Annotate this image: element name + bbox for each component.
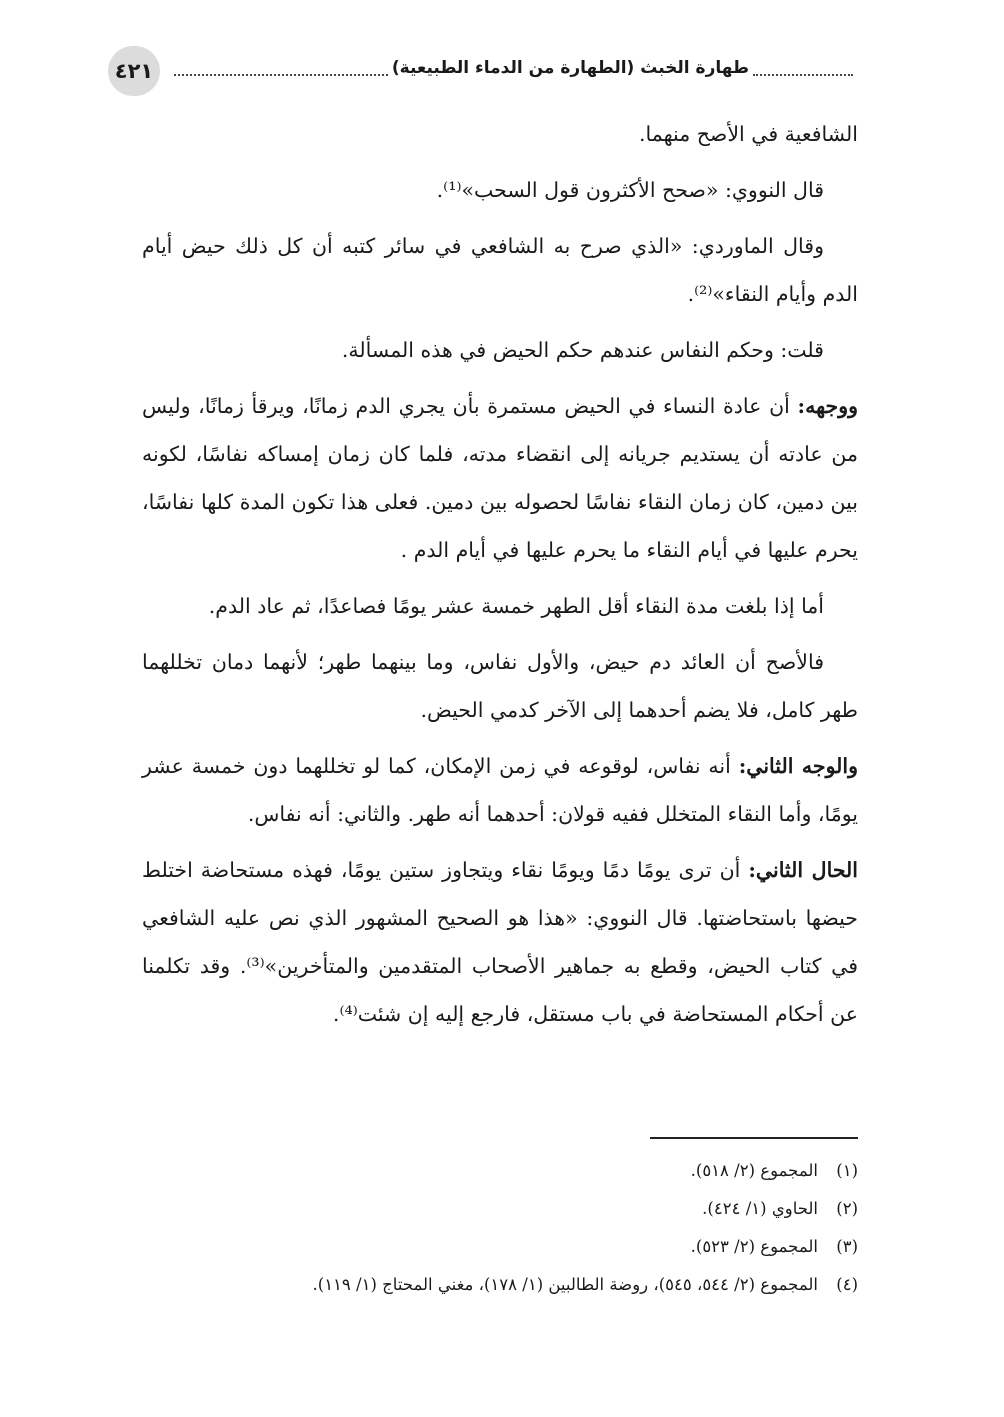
header-dotted-leader-right <box>753 60 853 76</box>
paragraph-8-text: أنه نفاس، لوقوعه في زمن الإمكان، كما لو تخللهما دون خمسة عشر يومًا، وأما النقاء المتخلل ففيه قولان: أحدهما أنه طهر. والثاني: أنه نفاس. <box>142 754 858 826</box>
header-title-line <box>174 58 853 78</box>
page-number: ٤٢١ <box>108 46 160 96</box>
paragraph-5-label: ووجهه: <box>797 394 858 418</box>
paragraph-5-text: أن عادة النساء في الحيض مستمرة بأن يجري الدم زمانًا، ويرقأ زمانًا، وليس من عادته أن يستديم جريانه إلى انقضاء مدته، فلما كان زمان إمساكه نفاسًا، لكونه بين دمين، كان زمان النقاء نفاسًا لحصوله بين دمين. فعلى هذا تكون المدة كلها نفاسًا، يحرم عليها في أيام النقاء ما يحرم عليها في أيام الدم . <box>142 394 858 562</box>
paragraph-9 <box>142 846 858 1038</box>
footnote <box>142 1152 858 1190</box>
header-dotted-leader-left <box>174 60 388 76</box>
running-header <box>108 46 853 96</box>
paragraph-3: وقال الماوردي: «الذي صرح به الشافعي في سائر كتبه أن كل ذلك حيض أيام الدم وأيام النقاء»⁽²⁾. <box>142 234 858 306</box>
footnote-text: المجموع (٢/ ٥٤٤، ٥٤٥)، روضة الطالبين (١/ ١٧٨)، مغني المحتاج (١/ ١١٩). <box>312 1275 818 1294</box>
paragraph-9-label: الحال الثاني: <box>748 858 858 882</box>
footnote-text: المجموع (٢/ ٥٢٣). <box>690 1237 818 1256</box>
main-text <box>142 110 858 1046</box>
paragraph-8 <box>142 742 858 838</box>
footnote-number: (٣) <box>836 1237 858 1256</box>
paragraph-6: أما إذا بلغت مدة النقاء أقل الطهر خمسة عشر يومًا فصاعدًا، ثم عاد الدم. <box>208 594 824 618</box>
paragraph-9-text: أن ترى يومًا دمًا ويومًا نقاء ويتجاوز ستين يومًا، فهذه مستحاضة اختلط حيضها باستحاضتها. قال النووي: «هذا هو الصحيح المشهور الذي نص عليه الشافعي في كتاب الحيض، وقطع به جماهير الأصحاب المتقدمين والمتأخرين»⁽³⁾. وقد تكلمنا عن أحكام المستحاضة في باب مستقل، فارجع إليه إن شئت⁽⁴⁾. <box>142 858 859 1026</box>
paragraph-5 <box>142 382 858 574</box>
footnote <box>142 1190 858 1228</box>
footnote <box>142 1228 858 1266</box>
paragraph-1: الشافعية في الأصح منهما. <box>638 122 858 146</box>
chapter-title: طهارة الخبث (الطهارة من الدماء الطبيعية) <box>391 58 749 78</box>
footnote-separator <box>650 1137 858 1139</box>
paragraph-2: قال النووي: «صحح الأكثرون قول السحب»⁽¹⁾. <box>436 178 824 202</box>
footnote <box>142 1266 858 1304</box>
footnote-text: المجموع (٢/ ٥١٨). <box>690 1161 818 1180</box>
footnote-number: (٢) <box>836 1199 858 1218</box>
footnote-number: (٤) <box>836 1275 858 1294</box>
paragraph-8-label: والوجه الثاني: <box>738 754 859 778</box>
footnotes <box>142 1152 858 1304</box>
footnote-text: الحاوي (١/ ٤٢٤). <box>702 1199 818 1218</box>
footnote-number: (١) <box>836 1161 858 1180</box>
paragraph-4: قلت: وحكم النفاس عندهم حكم الحيض في هذه المسألة. <box>341 338 824 362</box>
paragraph-7: فالأصح أن العائد دم حيض، والأول نفاس، وما بينهما طهر؛ لأنهما دمان تخللهما طهر كامل، فلا يضم أحدهما إلى الآخر كدمي الحيض. <box>142 650 858 722</box>
